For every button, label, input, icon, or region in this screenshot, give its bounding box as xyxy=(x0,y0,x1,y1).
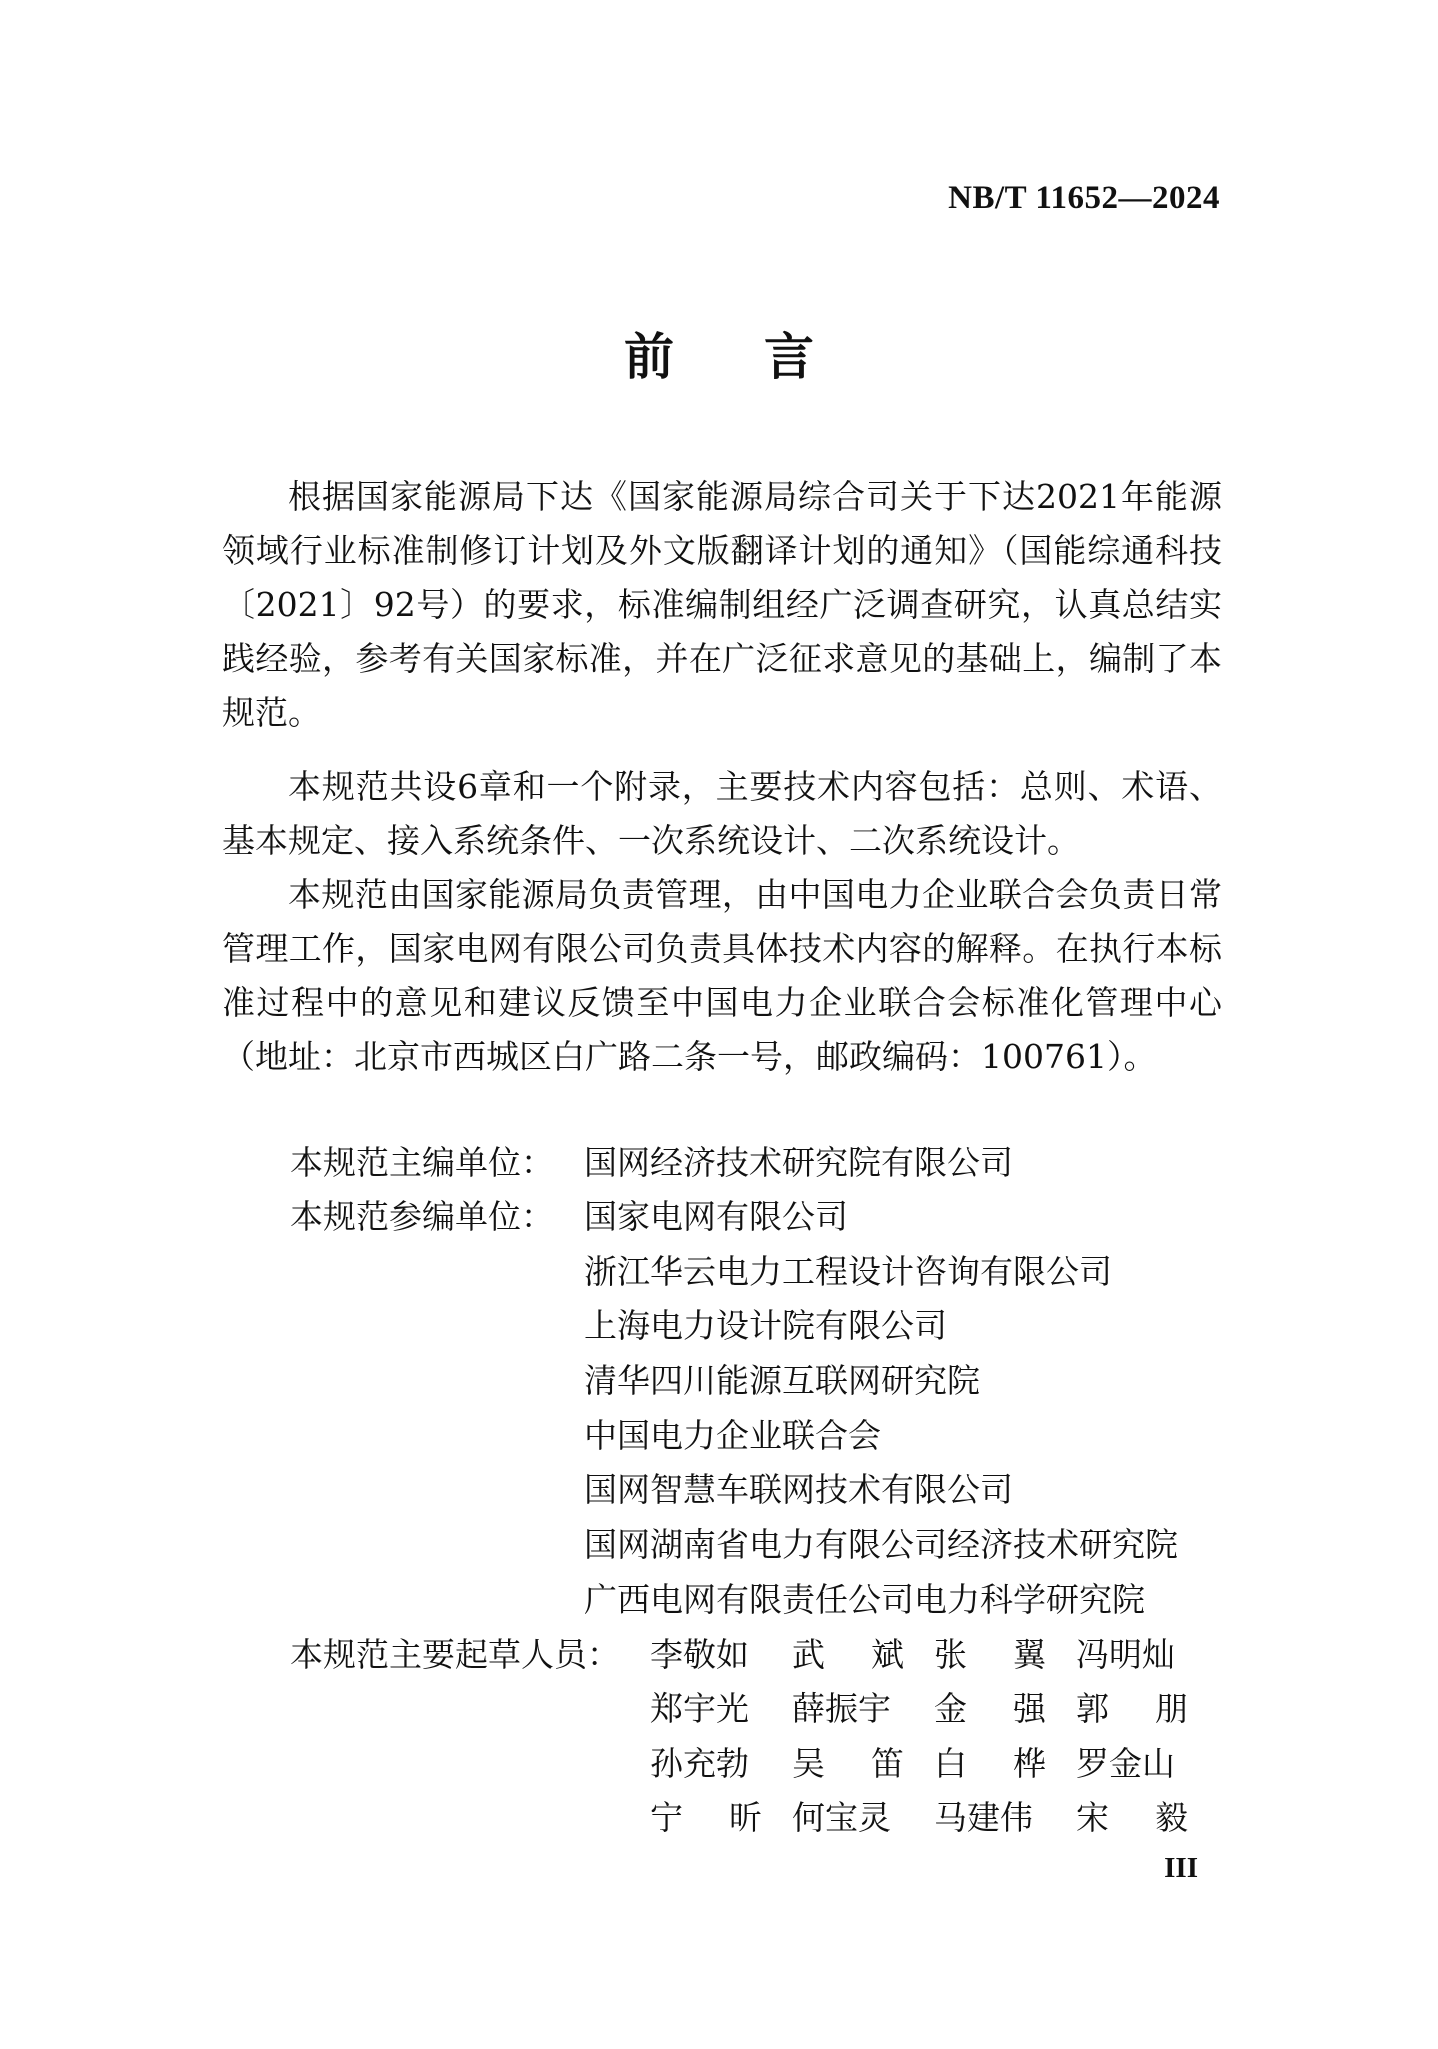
page-title: 前言 xyxy=(624,328,904,386)
drafter-name: 白桦 xyxy=(934,1743,1046,1783)
drafter-name: 宁昕 xyxy=(650,1797,762,1837)
page-number: III xyxy=(1164,1852,1198,1884)
participating-unit: 清华四川能源互联网研究院 xyxy=(584,1361,980,1401)
standard-code: NB/T 11652—2024 xyxy=(948,180,1220,216)
drafter-name: 罗金山 xyxy=(1076,1743,1175,1783)
drafter-name: 李敬如 xyxy=(650,1635,749,1674)
drafter-name: 孙充勃 xyxy=(650,1743,749,1783)
drafter-name: 宋毅 xyxy=(1076,1797,1188,1837)
participating-units-list xyxy=(584,1190,1178,1628)
drafter-name: 武斌 xyxy=(792,1635,904,1674)
participating-units-label: 本规范参编单位： xyxy=(290,1197,554,1236)
drafter-name: 冯明灿 xyxy=(1076,1635,1175,1674)
participating-unit: 浙江华云电力工程设计咨询有限公司 xyxy=(584,1251,1112,1291)
drafters-list xyxy=(650,1628,1218,1845)
participating-unit: 国网湖南省电力有限公司经济技术研究院 xyxy=(584,1525,1178,1565)
drafter-name: 金强 xyxy=(934,1689,1046,1729)
participating-unit: 广西电网有限责任公司电力科学研究院 xyxy=(584,1579,1145,1619)
drafter-name: 吴笛 xyxy=(792,1743,904,1783)
drafter-name: 薛振宇 xyxy=(792,1689,891,1729)
participating-unit: 国网智慧车联网技术有限公司 xyxy=(584,1470,1013,1510)
drafter-name: 张翼 xyxy=(934,1635,1046,1674)
participating-unit: 上海电力设计院有限公司 xyxy=(584,1306,947,1346)
drafter-name: 郑宇光 xyxy=(650,1689,749,1729)
participating-unit: 国家电网有限公司 xyxy=(584,1197,848,1236)
preface-paragraph-3: 本规范由国家能源局负责管理，由中国电力企业联合会负责日常管理工作，国家电网有限公司负责具体技术内容的解释。在执行本标准过程中的意见和建议反馈至中国电力企业联合会标准化管理中心（地址：北京市西城区白广路二条一号，邮政编码：100761）。 xyxy=(222,875,1222,1076)
drafter-name: 何宝灵 xyxy=(792,1797,891,1837)
preface-paragraph-2: 本规范共设6章和一个附录，主要技术内容包括：总则、术语、基本规定、接入系统条件、一次系统设计、二次系统设计。 xyxy=(222,767,1222,860)
drafter-name: 马建伟 xyxy=(934,1797,1033,1837)
chief-unit-name: 国网经济技术研究院有限公司 xyxy=(584,1143,1013,1182)
chief-unit-label: 本规范主编单位： xyxy=(290,1143,554,1182)
drafter-name: 郭朋 xyxy=(1076,1689,1188,1729)
participating-unit: 中国电力企业联合会 xyxy=(584,1415,881,1455)
drafters-label: 本规范主要起草人员： xyxy=(290,1635,620,1674)
preface-paragraph-1: 根据国家能源局下达《国家能源局综合司关于下达2021年能源领域行业标准制修订计划及外文版翻译计划的通知》（国能综通科技〔2021〕92号）的要求，标准编制组经广泛调查研究，认真总结实践经验，参考有关国家标准，并在广泛征求意见的基础上，编制了本规范。 xyxy=(222,477,1222,732)
